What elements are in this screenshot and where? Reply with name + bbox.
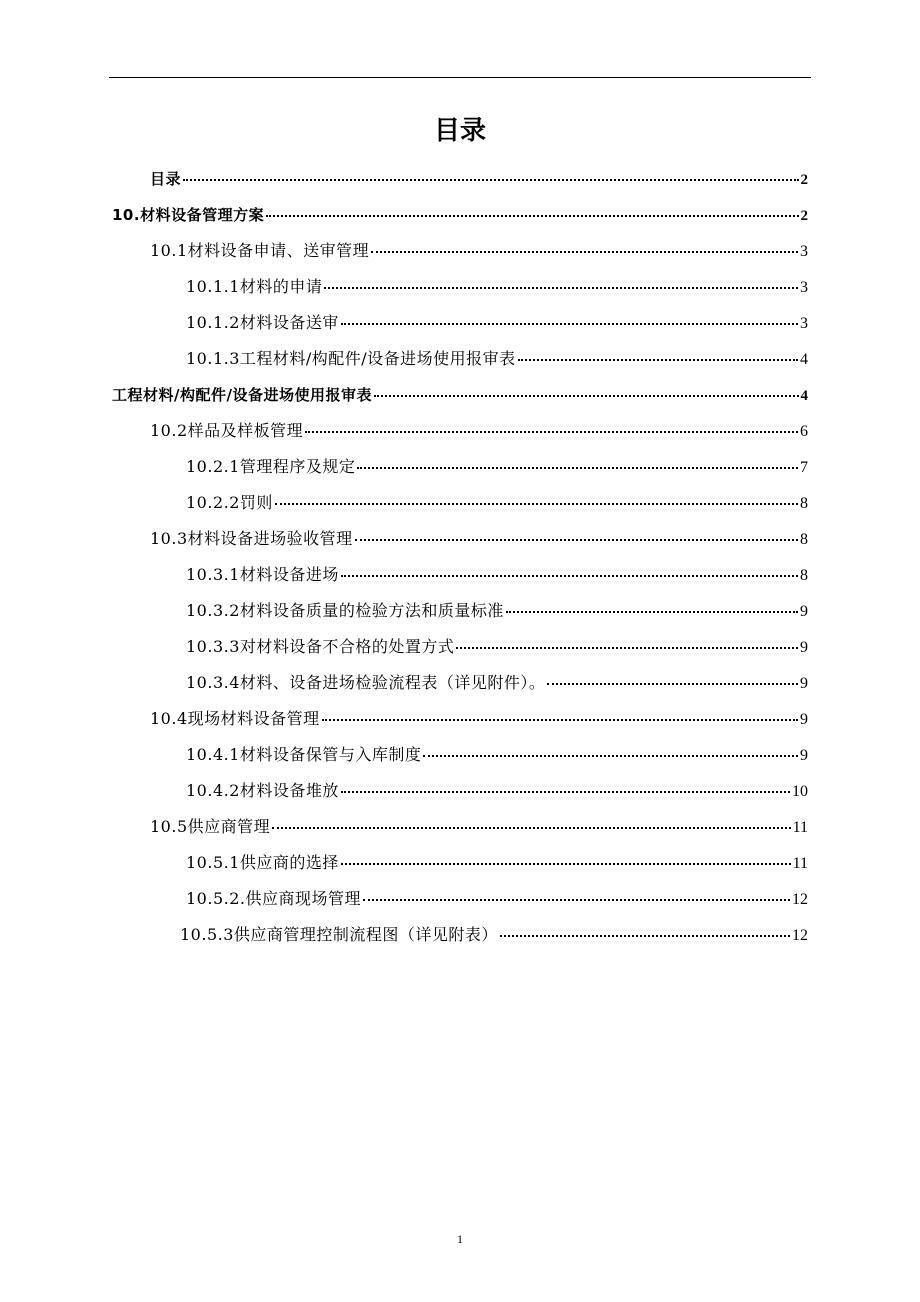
toc-entry[interactable] bbox=[180, 923, 808, 947]
toc-entry-page: 6 bbox=[800, 423, 808, 440]
toc-entry-page: 12 bbox=[792, 927, 808, 944]
toc-dot-leader bbox=[518, 359, 798, 361]
toc-entry-page: 3 bbox=[800, 243, 808, 260]
toc-entry[interactable] bbox=[150, 815, 808, 839]
toc-entry-page: 10 bbox=[792, 783, 808, 800]
toc-entry-label: 10.3.4材料、设备进场检验流程表（详见附件）。 bbox=[186, 673, 546, 692]
toc-entry[interactable] bbox=[150, 707, 808, 731]
toc-entry-label: 10.3材料设备进场验收管理 bbox=[150, 529, 353, 548]
toc-entry-page: 2 bbox=[800, 208, 808, 224]
toc-dot-leader bbox=[341, 323, 798, 325]
toc-entry-page: 9 bbox=[800, 639, 808, 656]
toc-entry[interactable] bbox=[186, 671, 808, 695]
toc-entry-label: 10.3.2材料设备质量的检验方法和质量标准 bbox=[186, 601, 504, 620]
toc-entry-label: 10.5供应商管理 bbox=[150, 817, 271, 836]
toc-dot-leader bbox=[500, 935, 790, 937]
toc-entry-label: 工程材料/构配件/设备进场使用报审表 bbox=[112, 386, 372, 404]
toc-entry-page: 12 bbox=[792, 891, 808, 908]
toc-dot-leader bbox=[357, 467, 798, 469]
toc-entry-label: 10.2.1管理程序及规定 bbox=[186, 457, 356, 476]
toc-dot-leader bbox=[266, 215, 798, 217]
toc-entry-label: 10.2.2罚则 bbox=[186, 493, 273, 512]
toc-dot-leader bbox=[275, 503, 798, 505]
toc-entry-page: 8 bbox=[800, 495, 808, 512]
toc-entry-page: 7 bbox=[800, 459, 808, 476]
toc-entry[interactable] bbox=[150, 419, 808, 443]
toc-entry[interactable] bbox=[150, 239, 808, 263]
toc-dot-leader bbox=[355, 539, 798, 541]
toc-entry-page: 11 bbox=[792, 855, 808, 872]
toc-entry[interactable] bbox=[186, 563, 808, 587]
toc-entry-label: 10.5.2.供应商现场管理 bbox=[186, 889, 361, 908]
toc-entry-page: 2 bbox=[800, 172, 808, 188]
toc-dot-leader bbox=[341, 791, 790, 793]
toc-entry[interactable] bbox=[186, 275, 808, 299]
toc-entry-page: 11 bbox=[792, 819, 808, 836]
toc-entry-label: 10.4.2材料设备堆放 bbox=[186, 781, 339, 800]
toc-dot-leader bbox=[324, 287, 798, 289]
toc-entry-label: 10.1材料设备申请、送审管理 bbox=[150, 241, 370, 260]
toc-entry[interactable] bbox=[150, 167, 808, 191]
toc-entry-page: 9 bbox=[800, 603, 808, 620]
toc-entry-page: 4 bbox=[800, 351, 808, 368]
toc-entry[interactable] bbox=[186, 851, 808, 875]
toc-entry-label: 10.2样品及样板管理 bbox=[150, 421, 304, 440]
toc-entry[interactable] bbox=[112, 383, 808, 407]
toc-entry-label: 10.材料设备管理方案 bbox=[112, 206, 265, 224]
toc-dot-leader bbox=[363, 899, 790, 901]
toc-entry[interactable] bbox=[186, 743, 808, 767]
header-rule bbox=[109, 77, 811, 78]
toc-entry[interactable] bbox=[186, 887, 808, 911]
toc-entry-label: 10.3.1材料设备进场 bbox=[186, 565, 339, 584]
toc-entry[interactable] bbox=[150, 527, 808, 551]
toc-entry-label: 10.3.3对材料设备不合格的处置方式 bbox=[186, 637, 455, 656]
toc-dot-leader bbox=[374, 395, 799, 397]
toc-dot-leader bbox=[322, 719, 798, 721]
toc-entry-label: 10.4现场材料设备管理 bbox=[150, 709, 320, 728]
toc-dot-leader bbox=[456, 647, 798, 649]
toc-dot-leader bbox=[423, 755, 798, 757]
toc-dot-leader bbox=[272, 827, 790, 829]
toc-entry-page: 9 bbox=[800, 711, 808, 728]
toc-entry-page: 8 bbox=[800, 531, 808, 548]
toc-dot-leader bbox=[341, 575, 798, 577]
toc-entry-page: 3 bbox=[800, 279, 808, 296]
toc-entry[interactable] bbox=[186, 779, 808, 803]
toc-entry-label: 10.1.2材料设备送审 bbox=[186, 313, 339, 332]
toc-entry[interactable] bbox=[186, 347, 808, 371]
toc-entry-label: 10.5.1供应商的选择 bbox=[186, 853, 339, 872]
toc-entry-label: 10.5.3供应商管理控制流程图（详见附表） bbox=[180, 925, 498, 944]
toc-entry-label: 10.1.3工程材料/构配件/设备进场使用报审表 bbox=[186, 349, 516, 368]
toc-entry-page: 9 bbox=[800, 747, 808, 764]
page-number: 1 bbox=[457, 1232, 463, 1246]
toc-entry[interactable] bbox=[186, 599, 808, 623]
toc-dot-leader bbox=[371, 251, 798, 253]
toc-entry-label: 目录 bbox=[150, 170, 182, 188]
toc-entry[interactable] bbox=[186, 491, 808, 515]
toc-dot-leader bbox=[183, 179, 798, 181]
toc-dot-leader bbox=[506, 611, 798, 613]
toc-entry[interactable] bbox=[112, 203, 808, 227]
toc-entry[interactable] bbox=[186, 455, 808, 479]
toc-entry[interactable] bbox=[186, 311, 808, 335]
page-title: 目录 bbox=[433, 116, 486, 146]
toc-entry-label: 10.4.1材料设备保管与入库制度 bbox=[186, 745, 422, 764]
toc-entry-page: 9 bbox=[800, 675, 808, 692]
toc-entry-page: 8 bbox=[800, 567, 808, 584]
toc-entry-page: 3 bbox=[800, 315, 808, 332]
toc-entry-page: 4 bbox=[800, 388, 808, 404]
toc-dot-leader bbox=[341, 863, 791, 865]
toc-dot-leader bbox=[547, 683, 798, 685]
toc-entry[interactable] bbox=[186, 635, 808, 659]
toc-entry-label: 10.1.1材料的申请 bbox=[186, 277, 323, 296]
toc-dot-leader bbox=[305, 431, 798, 433]
